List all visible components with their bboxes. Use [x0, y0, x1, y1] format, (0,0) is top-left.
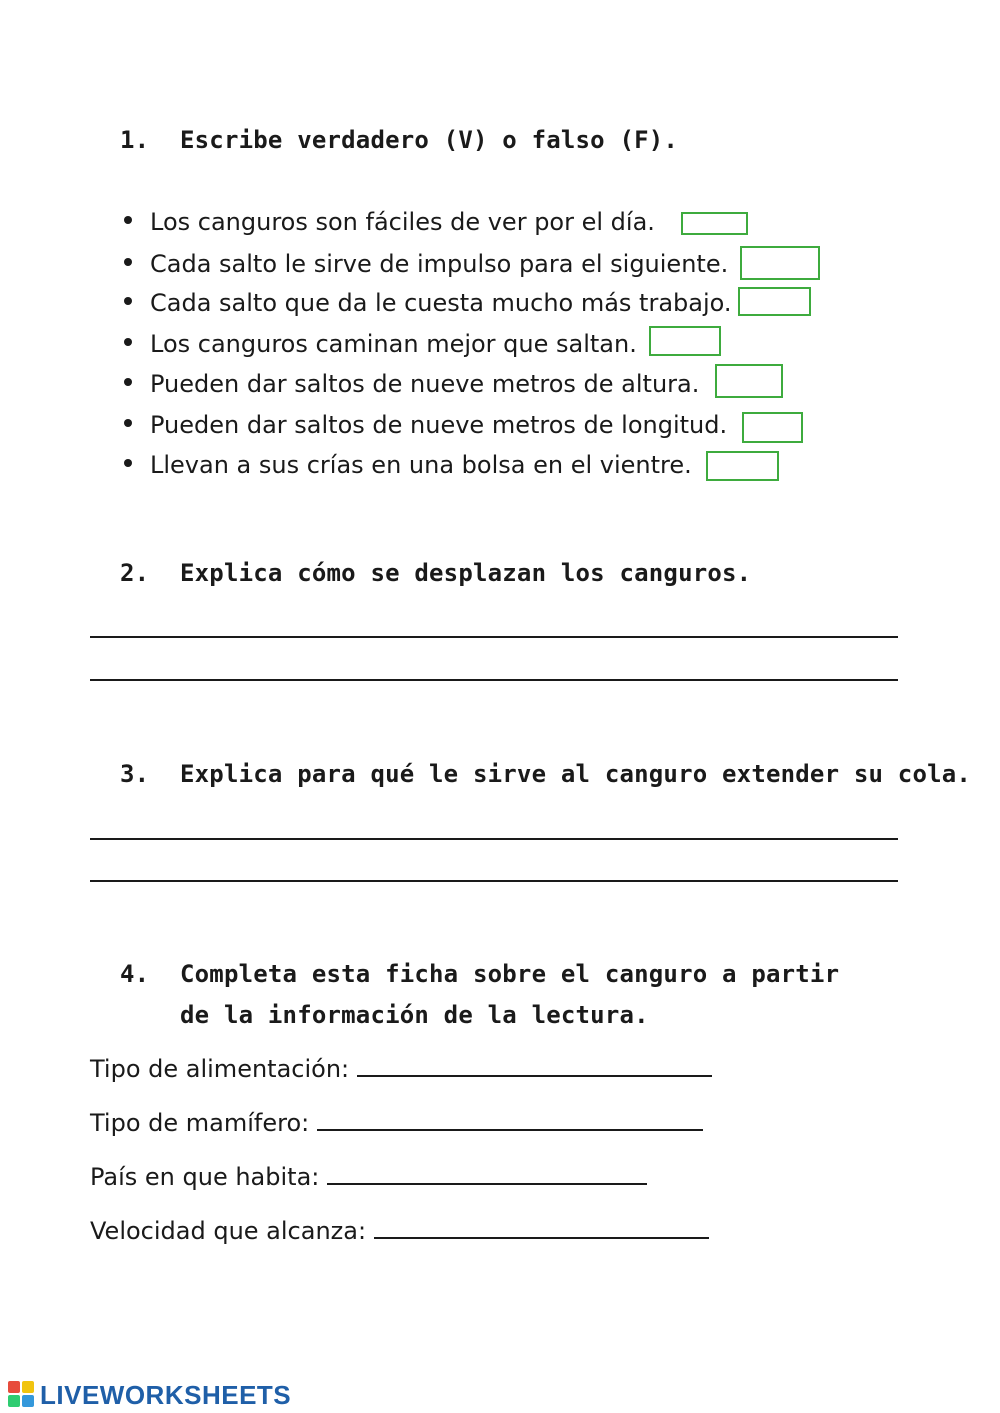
field-answer-line[interactable] — [374, 1215, 709, 1239]
question-number: 1. — [120, 126, 150, 154]
list-item — [120, 366, 699, 400]
question-text: Escribe verdadero (V) o falso (F). — [180, 126, 679, 154]
statement-text: Pueden dar saltos de nueve metros de altura. — [150, 370, 700, 398]
statement-text: Los canguros caminan mejor que saltan. — [150, 330, 637, 358]
field-alimentacion — [90, 1053, 712, 1083]
question-text: Completa esta ficha sobre el canguro a partir de la información de la lectura. — [180, 960, 840, 1029]
liveworksheets-logo — [8, 1380, 291, 1410]
bullet-icon — [124, 378, 132, 386]
statement-text: Cada salto le sirve de impulso para el siguiente. — [150, 250, 729, 278]
question-number: 4. — [120, 960, 150, 988]
bullet-icon — [124, 258, 132, 266]
answer-box-1[interactable] — [681, 212, 748, 235]
bullet-icon — [124, 419, 132, 427]
answer-line[interactable] — [90, 880, 898, 882]
bullet-icon — [124, 216, 132, 224]
answer-box-7[interactable] — [706, 451, 779, 481]
field-velocidad — [90, 1215, 709, 1245]
answer-line[interactable] — [90, 679, 898, 681]
statement-text: Los canguros son fáciles de ver por el día. — [150, 208, 655, 236]
statement-text: Llevan a sus crías en una bolsa en el vientre. — [150, 451, 692, 479]
field-mamifero — [90, 1107, 703, 1137]
question-2-title — [120, 559, 751, 587]
list-item — [120, 447, 692, 481]
answer-line[interactable] — [90, 838, 898, 840]
answer-box-4[interactable] — [649, 326, 721, 356]
field-answer-line[interactable] — [327, 1161, 647, 1185]
question-text: Explica para qué le sirve al canguro extender su cola. — [180, 760, 972, 788]
field-label: Velocidad que alcanza: — [90, 1217, 367, 1245]
field-label: Tipo de alimentación: — [90, 1055, 350, 1083]
field-label: Tipo de mamífero: — [90, 1109, 310, 1137]
bullet-icon — [124, 338, 132, 346]
answer-box-5[interactable] — [715, 364, 783, 398]
question-text: Explica cómo se desplazan los canguros. — [180, 559, 752, 587]
answer-box-2[interactable] — [740, 246, 820, 280]
bullet-icon — [124, 297, 132, 305]
answer-line[interactable] — [90, 636, 898, 638]
statement-text: Pueden dar saltos de nueve metros de longitud. — [150, 411, 728, 439]
logo-text: LIVEWORKSHEETS — [40, 1379, 292, 1410]
field-answer-line[interactable] — [317, 1107, 703, 1131]
answer-box-3[interactable] — [738, 287, 811, 316]
list-item — [120, 285, 732, 319]
field-pais — [90, 1161, 647, 1191]
list-item — [120, 246, 728, 280]
logo-squares-icon — [8, 1381, 36, 1409]
question-number: 3. — [120, 760, 150, 788]
answer-box-6[interactable] — [742, 412, 803, 443]
statement-text: Cada salto que da le cuesta mucho más trabajo. — [150, 289, 732, 317]
bullet-icon — [124, 459, 132, 467]
question-3-title — [120, 760, 971, 788]
question-1-title — [120, 126, 678, 154]
list-item — [120, 204, 655, 238]
question-4-title — [120, 954, 880, 1036]
list-item — [120, 407, 727, 441]
field-label: País en que habita: — [90, 1163, 320, 1191]
question-number: 2. — [120, 559, 150, 587]
field-answer-line[interactable] — [357, 1053, 712, 1077]
list-item — [120, 326, 637, 360]
